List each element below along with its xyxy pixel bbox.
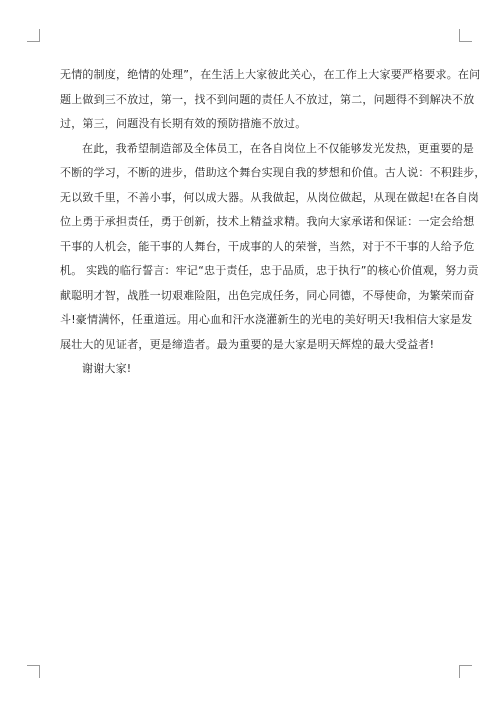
crop-mark-bottom-right [459,665,472,678]
crop-mark-bottom-left [27,665,40,678]
text-line: 过，第三，问题没有长期有效的预防措施不放过。 [60,117,307,130]
text-line: 位上勇于承担责任，勇于创新，技术上精益求精。我向大家承诺和保证：一定会给想 [60,215,475,228]
text-line: 无情的制度，绝情的处理”，在生活上大家彼此关心，在工作上大家要严格要求。在问 [60,68,481,81]
paragraph-2 [60,137,486,358]
text-line: 机。 实践的临行誓言：牢记“忠于责任，忠于品质，忠于执行”的核心价值观，努力贡 [60,264,479,277]
crop-mark-top-left [27,29,40,42]
document-body [60,63,486,382]
crop-mark-top-right [459,29,472,42]
text-line: 在此，我希望制造部及全体员工，在各自岗位上不仅能够发光发热，更重要的是 [82,141,474,155]
text-line: 题上做到三不放过，第一，找不到问题的责任人不放过，第二，问题得不到解决不放 [60,92,475,106]
text-line: 斗!豪情满怀，任重道远。用心血和汗水浇灌新生的光电的美好明天!我相信大家是发 [60,313,473,326]
paragraph-1 [60,63,481,137]
text-line: 无以致千里，不善小事，何以成大器。从我做起，从岗位做起，从现在做起!在各自岗 [60,190,480,204]
text-line: 不断的学习，不断的进步，借助这个舞台实现自我的梦想和价值。古人说：不积跬步， [60,166,486,179]
text-line: 献聪明才智，战胜一切艰难险阻，出色完成任务，同心同德，不辱使命，为繁荣而奋 [60,288,475,302]
text-line: 干事的人机会，能干事的人舞台，干成事的人的荣誉，当然，对于不干事的人给予危 [60,239,475,253]
paragraph-3 [60,357,441,382]
closing-line: 谢谢大家! [82,362,132,375]
text-line: 展壮大的见证者，更是缔造者。最为重要的是大家是明天辉煌的最大受益者! [60,337,435,351]
